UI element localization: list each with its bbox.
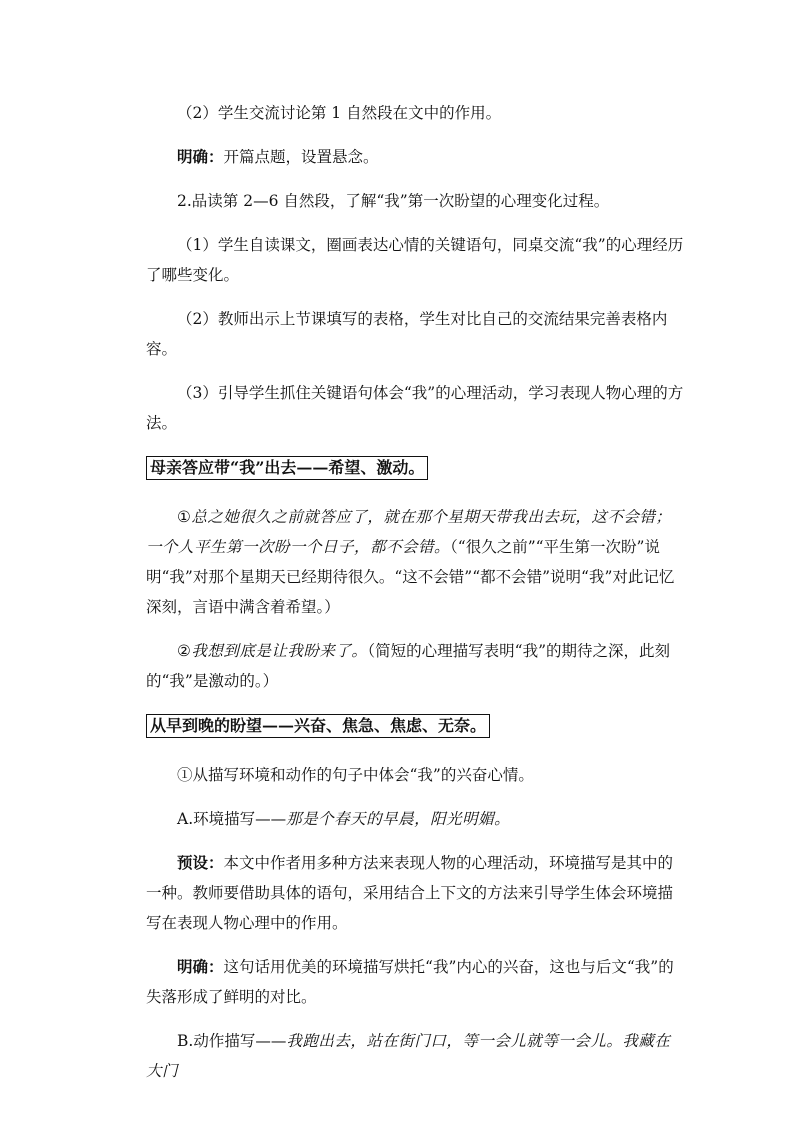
paragraph-quote-2 — [146, 636, 684, 696]
paragraph-point-1 — [146, 760, 684, 790]
paragraph-text: 这句话用优美的环境描写烘托“我”内心的兴奋，这也与后文“我”的失落形成了鲜明的对比。 — [146, 958, 674, 1006]
section-heading-box-1 — [146, 456, 684, 480]
paragraph-text: （2）学生交流讨论第 1 自然段在文中的作用。 — [177, 104, 502, 122]
clarify-label: 明确： — [177, 957, 224, 976]
boxed-heading: 母亲答应带“我”出去——希望、激动。 — [146, 456, 428, 480]
section-heading-box-2 — [146, 714, 684, 738]
paragraph-step-2-3 — [146, 378, 684, 438]
quote-text: ②我想到底是让我盼来了。 — [177, 642, 368, 660]
paragraph-discussion-2 — [146, 98, 684, 128]
paragraph-step-2-2 — [146, 304, 684, 364]
paragraph-preset — [146, 848, 684, 938]
quote-text: 那是个春天的早晨，阳光明媚。 — [286, 810, 511, 828]
paragraph-text: 本文中作者用多种方法来表现人物的心理活动，环境描写是其中的一种。教师要借助具体的语句，采用结合上下文的方法来引导学生体会环境描写在表现人物心理中的作用。 — [146, 854, 674, 932]
annotation-text: （简短的心理描写表明“我”的期待之深，此刻的“我”是激动的。） — [146, 642, 671, 690]
paragraph-clarify-1 — [146, 142, 684, 172]
paragraph-text: ①从描写环境和动作的句子中体会“我”的兴奋心情。 — [177, 766, 534, 784]
paragraph-text: （2）教师出示上节课填写的表格，学生对比自己的交流结果完善表格内容。 — [146, 310, 668, 358]
paragraph-quote-1 — [146, 502, 684, 622]
paragraph-text: （1）学生自读课文，圈画表达心情的关键语句，同桌交流“我”的心理经历了哪些变化。 — [146, 236, 684, 284]
paragraph-step-2 — [146, 186, 684, 216]
clarify-label: 明确： — [177, 147, 224, 166]
quote-text: ①总之她很久之前就答应了，就在那个星期天带我出去玩，这不会错；一个人平生第一次盼一个日子，都不会错。 — [146, 508, 672, 556]
paragraph-step-2-1 — [146, 230, 684, 290]
quote-text: 我跑出去，站在街门口，等一会儿就等一会儿。我藏在大门 — [146, 1032, 671, 1080]
paragraph-action — [146, 1026, 684, 1086]
preset-label: 预设： — [177, 853, 224, 872]
label-text: B.动作描写—— — [177, 1032, 287, 1050]
boxed-heading: 从早到晚的盼望——兴奋、焦急、焦虑、无奈。 — [146, 714, 490, 738]
annotation-text: （“很久之前”“平生第一次盼”说明“我”对那个星期天已经期待很久。“这不会错”“都不会错”说明“我”对此记忆深刻，言语中满含着希望。） — [146, 538, 675, 616]
label-text: A.环境描写—— — [177, 810, 287, 828]
paragraph-text: 开篇点题，设置悬念。 — [223, 148, 379, 166]
paragraph-environment — [146, 804, 684, 834]
paragraph-text: 2.品读第 2—6 自然段，了解“我”第一次盼望的心理变化过程。 — [177, 192, 610, 210]
paragraph-clarify-2 — [146, 952, 684, 1012]
paragraph-text: （3）引导学生抓住关键语句体会“我”的心理活动，学习表现人物心理的方法。 — [146, 384, 684, 432]
